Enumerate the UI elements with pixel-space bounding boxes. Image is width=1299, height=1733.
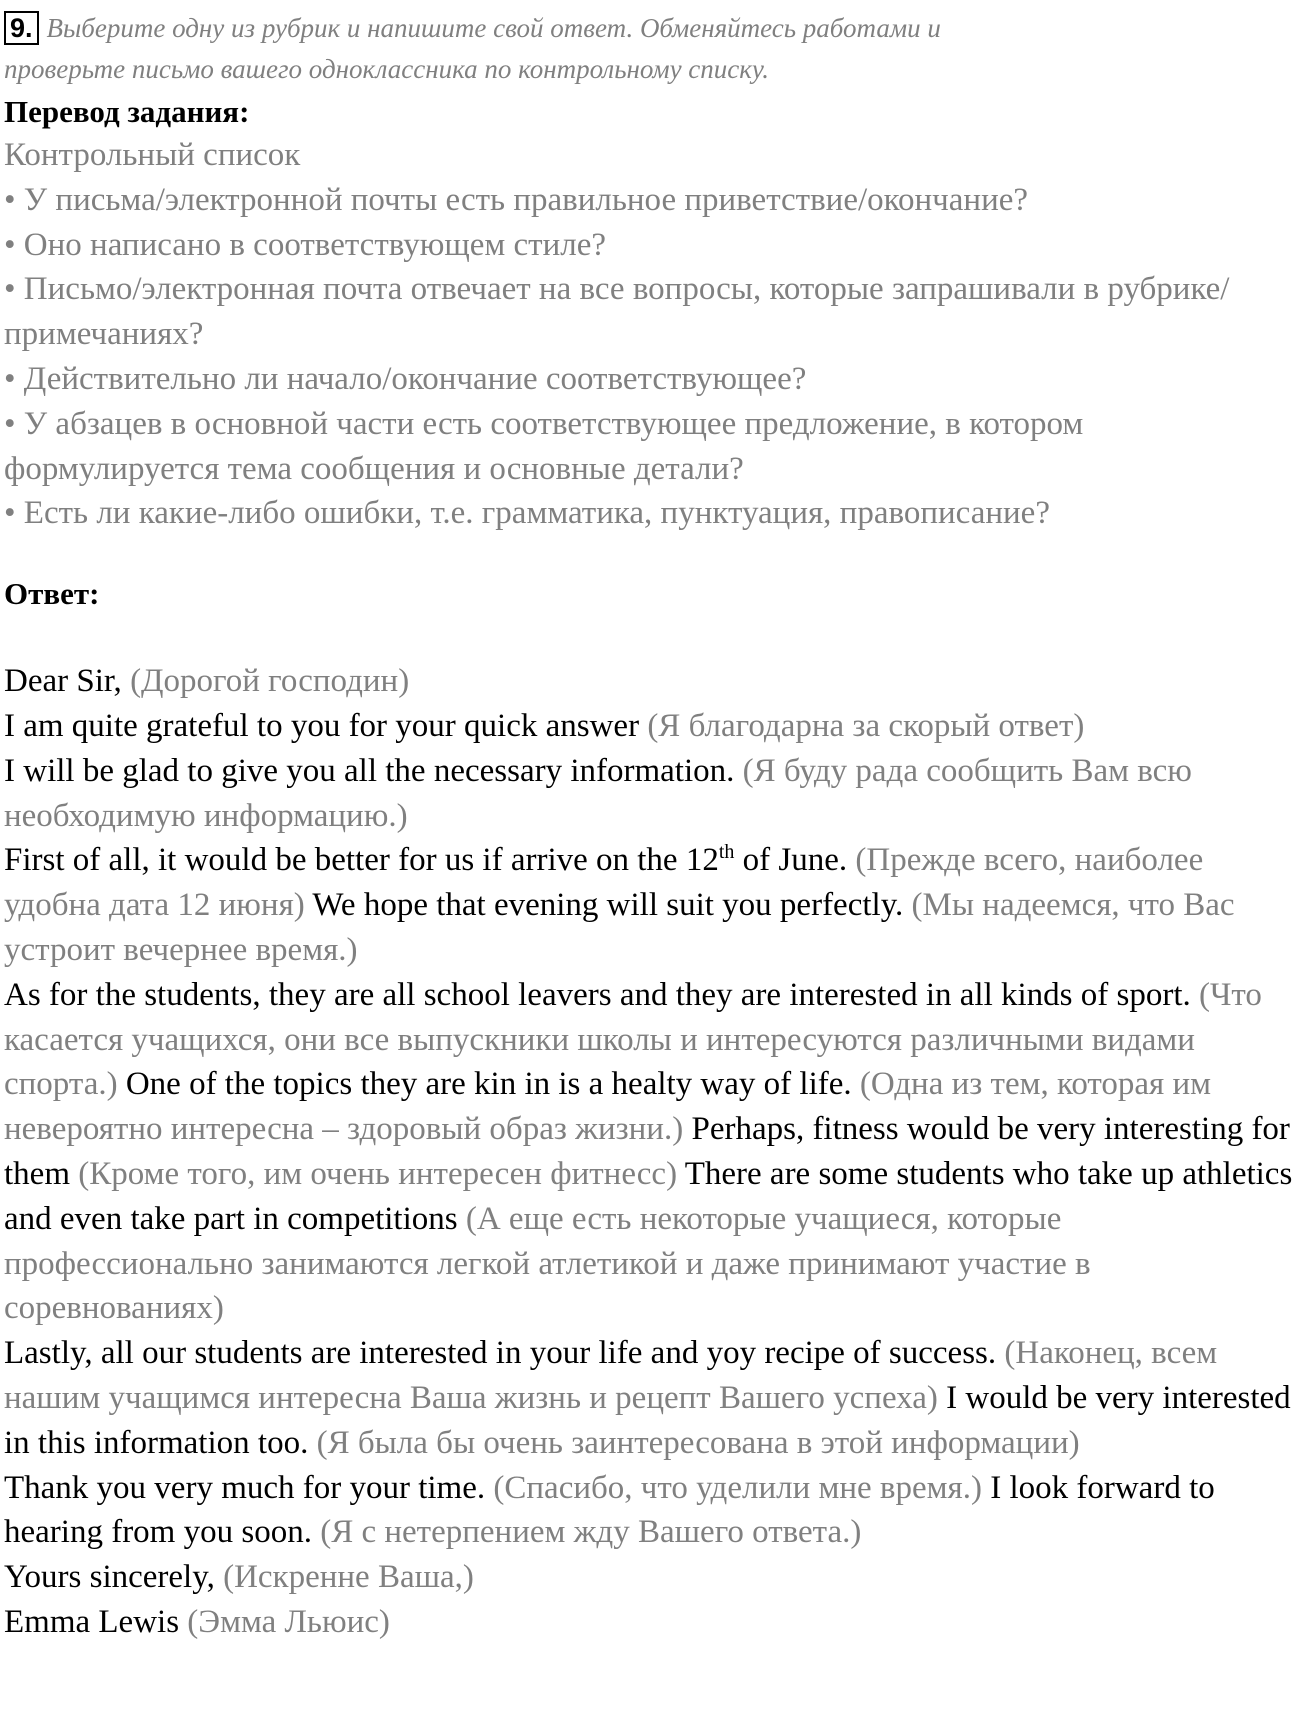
sentence-en: I will be glad to give you all the necessary information. — [4, 752, 735, 789]
checklist-item: • Оно написано в соответствующем стиле? — [4, 226, 607, 263]
closing-ru: (Искренне Ваша,) — [223, 1559, 474, 1596]
sentence-ru: (Наконец, всем нашим учащимся интересна Ваша жизнь и рецепт Вашего успеха) — [4, 1335, 1218, 1416]
task-number: 9. — [4, 11, 39, 45]
signature-en: Emma Lewis — [4, 1603, 180, 1640]
sentence-ru: (Я благодарна за скорый ответ) — [647, 707, 1085, 744]
sentence-en: Lastly, all our students are interested in your life and yoy recipe of success. — [4, 1335, 997, 1372]
sentence-en: First of all, it would be better for us if arrive on the 12 — [4, 842, 719, 879]
sentence-ru: (Спасибо, что уделили мне время.) — [493, 1469, 982, 1506]
letter-paragraph-1 — [4, 704, 1294, 838]
sentence-en: We hope that evening will suit you perfectly. — [312, 887, 904, 924]
letter-paragraph-5 — [4, 1466, 1294, 1556]
greeting-ru: (Дорогой господин) — [130, 663, 410, 700]
checklist-item: • Есть ли какие-либо ошибки, т.е. грамматика, пунктуация, правописание? — [4, 495, 1050, 532]
checklist-item: • У абзацев в основной части есть соответствующее предложение, в котором формулируется тема сообщения и основные детали? — [4, 405, 1084, 487]
sentence-en: of June. — [734, 842, 848, 879]
sentence-en: As for the students, they are all school leavers and they are interested in all kinds of sport. — [4, 976, 1191, 1013]
sentence-en: One of the topics they are kin in is a healty way of life. — [125, 1066, 852, 1103]
ordinal-suffix: th — [718, 841, 735, 864]
sentence-ru: (Прежде всего, наиболее удобна дата 12 июня) — [4, 842, 1204, 924]
sentence-ru: (А еще есть некоторые учащиеся, которые профессионально занимаются легкой атлетикой и даже принимают участие в соревнованиях) — [4, 1200, 1091, 1327]
sentence-ru: (Я была бы очень заинтересована в этой информации) — [316, 1424, 1080, 1461]
closing-en: Yours sincerely, — [4, 1559, 215, 1596]
checklist-item: • Письмо/электронная почта отвечает на все вопросы, которые запрашивали в рубрике/примечаниях? — [4, 271, 1230, 353]
spacer — [4, 615, 1294, 659]
task-instruction-line-1 — [4, 8, 1294, 49]
sentence-ru: (Я с нетерпением жду Вашего ответа.) — [320, 1514, 862, 1551]
sentence-ru: (Мы надеемся, что Вас устроит вечернее время.) — [4, 887, 1235, 968]
sentence-ru: (Одна из тем, которая им невероятно интересна – здоровый образ жизни.) — [4, 1066, 1212, 1148]
sentence-en: Thank you very much for your time. — [4, 1469, 486, 1506]
greeting-en: Dear Sir, — [4, 663, 122, 700]
letter-greeting — [4, 659, 1294, 704]
translation-heading: Перевод задания: — [4, 94, 250, 129]
letter-closing — [4, 1555, 1294, 1600]
task-instruction-line-2: проверьте письмо вашего одноклассника по контрольному списку. — [4, 54, 769, 84]
sentence-en: I look forward to hearing from you soon. — [4, 1469, 1215, 1551]
letter-paragraph-3 — [4, 973, 1294, 1331]
sentence-ru: (Что касается учащихся, они все выпускники школы и интересуются различными видами спорта.) — [4, 976, 1262, 1103]
sentence-en: I would be very interested in this information too. — [4, 1379, 1291, 1461]
letter-paragraph-4 — [4, 1331, 1294, 1465]
signature-ru: (Эмма Льюис) — [187, 1603, 390, 1640]
letter-paragraph-2 — [4, 838, 1294, 972]
sentence-ru: (Кроме того, им очень интересен фитнесс) — [78, 1155, 678, 1192]
sentence-ru: (Я буду рада сообщить Вам всю необходимую информацию.) — [4, 752, 1192, 834]
sentence-en: Perhaps, fitness would be very interesting for them — [4, 1111, 1290, 1192]
checklist-title: Контрольный список — [4, 137, 301, 173]
checklist-item: • Действительно ли начало/окончание соответствующее? — [4, 360, 807, 397]
document-page — [4, 8, 1294, 1645]
checklist-item: • У письма/электронной почты есть правильное приветствие/окончание? — [4, 181, 1029, 218]
sentence-en: I am quite grateful to you for your quick answer — [4, 707, 640, 744]
task-instruction-text-1: Выберите одну из рубрик и напишите свой ответ. Обменяйтесь работами и — [46, 13, 941, 43]
letter-signature — [4, 1600, 1294, 1645]
answer-heading: Ответ: — [4, 576, 100, 612]
sentence-en: There are some students who take up athletics and even take part in competitions — [4, 1155, 1293, 1237]
